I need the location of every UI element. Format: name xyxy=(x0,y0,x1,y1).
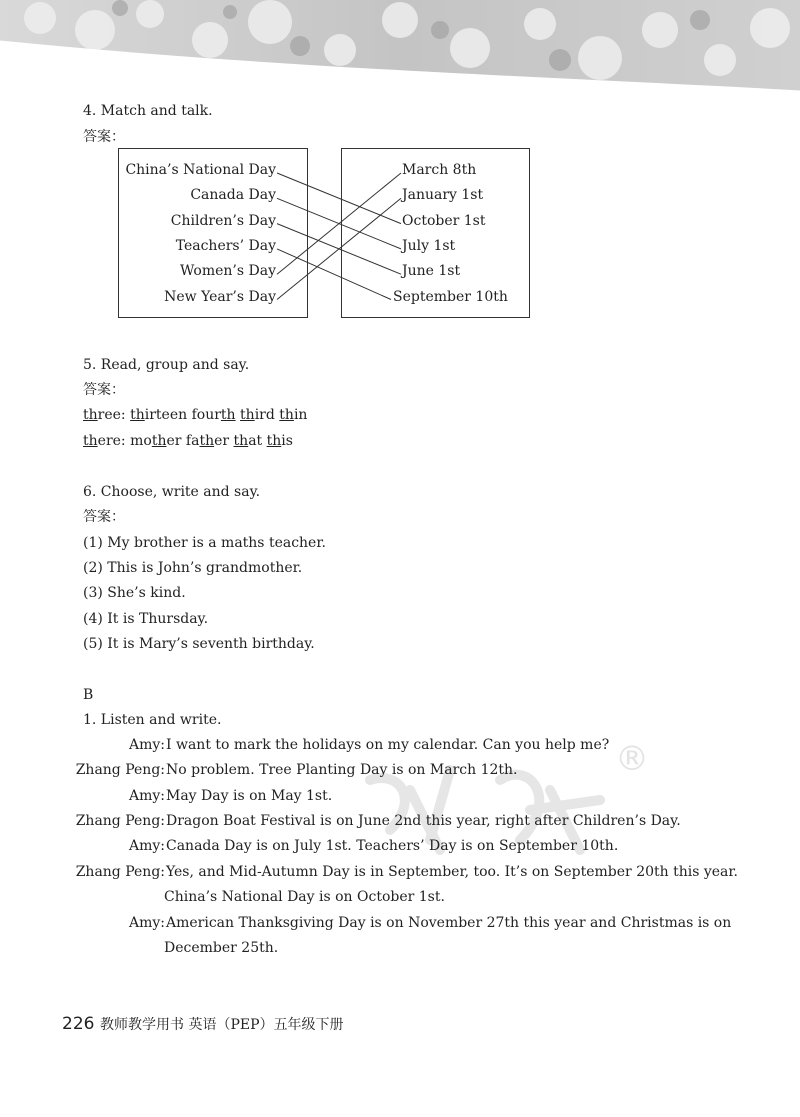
word-thin-ul: th xyxy=(279,407,294,423)
section4-title: 4. Match and talk. xyxy=(83,103,213,119)
word-thirteen-rest: irteen xyxy=(144,407,188,423)
word-fourth-pre: four xyxy=(191,407,221,423)
word-mother-pre: mo xyxy=(130,433,152,449)
dialogue-row xyxy=(0,788,800,808)
speaker-name: Zhang Peng: xyxy=(75,813,165,829)
speaker-name: Amy: xyxy=(128,915,165,931)
utterance-continued: December 25th. xyxy=(164,940,279,956)
match-line xyxy=(277,173,401,274)
utterance: Yes, and Mid-Autumn Day is in September, too. It’s on September 20th this year. xyxy=(166,864,738,880)
word-mother-rest: er xyxy=(166,433,182,449)
left-item: Teachers’ Day xyxy=(175,237,276,254)
word-mother-ul: th xyxy=(151,433,167,449)
speaker-name: Amy: xyxy=(128,737,165,753)
utterance: May Day is on May 1st. xyxy=(166,788,333,804)
left-item: Children’s Day xyxy=(170,212,276,229)
dialogue-row xyxy=(0,864,800,884)
speaker-name: Zhang Peng: xyxy=(75,762,165,778)
answer-line: (3) She’s kind. xyxy=(83,585,186,601)
right-item: September 10th xyxy=(393,288,508,305)
left-item: Women’s Day xyxy=(179,263,276,280)
utterance: Dragon Boat Festival is on June 2nd this year, right after Children’s Day. xyxy=(166,813,681,829)
utterance-continued: China’s National Day is on October 1st. xyxy=(164,889,445,905)
utterance: I want to mark the holidays on my calendar. Can you help me? xyxy=(166,737,610,753)
dialogue-row xyxy=(0,838,800,858)
match-line xyxy=(277,198,401,299)
page-number: 226 xyxy=(62,1014,95,1034)
there-rest: ere: xyxy=(97,433,126,449)
word-third-ul: th xyxy=(240,407,255,423)
sectionB-label: B xyxy=(83,687,94,703)
utterance: Canada Day is on July 1st. Teachers’ Day is on September 10th. xyxy=(166,838,619,854)
speaker-name: Amy: xyxy=(128,838,165,854)
speaker-name: Amy: xyxy=(128,788,165,804)
word-father-rest: er xyxy=(214,433,230,449)
answer-line: (4) It is Thursday. xyxy=(83,611,209,627)
book-title: 教师教学用书 英语（PEP）五年级下册 xyxy=(100,1017,344,1033)
word-third-rest: ird xyxy=(254,407,275,423)
answer-line: (2) This is John’s grandmother. xyxy=(83,560,303,576)
right-item: October 1st xyxy=(402,212,486,229)
three-rest: ree: xyxy=(97,407,126,423)
group-three-line xyxy=(83,406,307,424)
dialogue-row-cont xyxy=(0,940,800,960)
dialogue-row-cont xyxy=(0,889,800,909)
word-thirteen-ul: th xyxy=(130,407,145,423)
word-that-ul: th xyxy=(233,433,249,449)
dialogue-row xyxy=(0,813,800,833)
word-father-pre: fa xyxy=(185,433,200,449)
word-this-ul: th xyxy=(266,433,282,449)
right-item: January 1st xyxy=(402,187,484,204)
right-item: July 1st xyxy=(402,237,456,254)
section4-answer-label: 答案： xyxy=(83,129,125,145)
left-item: China’s National Day xyxy=(125,162,276,178)
right-item: June 1st xyxy=(402,263,461,280)
section5-title: 5. Read, group and say. xyxy=(83,357,250,373)
match-line xyxy=(277,173,401,224)
utterance: American Thanksgiving Day is on November 27th this year and Christmas is on xyxy=(166,915,732,931)
answer-line: (5) It is Mary’s seventh birthday. xyxy=(83,636,315,652)
word-that-rest: at xyxy=(248,433,263,449)
dialogue-row xyxy=(0,762,800,782)
right-item: March 8th xyxy=(402,162,477,178)
word-this-rest: is xyxy=(281,433,293,449)
word-father-ul: th xyxy=(199,433,215,449)
match-line xyxy=(277,249,391,300)
sectionB-title: 1. Listen and write. xyxy=(83,712,222,728)
dialogue-row xyxy=(0,737,800,757)
group-there-line xyxy=(83,432,293,450)
speaker-name: Zhang Peng: xyxy=(75,864,165,880)
there-ul: th xyxy=(83,433,98,449)
left-item: New Year’s Day xyxy=(164,288,276,305)
word-thin-rest: in xyxy=(293,407,308,423)
utterance: No problem. Tree Planting Day is on March 12th. xyxy=(166,762,518,778)
word-fourth-ul: th xyxy=(220,407,236,423)
answer-line: (1) My brother is a maths teacher. xyxy=(83,535,326,551)
registered-mark: ® xyxy=(615,740,649,779)
dialogue-row xyxy=(0,915,800,935)
match-lines xyxy=(0,0,800,340)
section6-answer-label: 答案： xyxy=(83,509,125,525)
section5-answer-label: 答案： xyxy=(83,382,125,398)
section6-title: 6. Choose, write and say. xyxy=(83,484,261,500)
three-ul: th xyxy=(83,407,98,423)
left-item: Canada Day xyxy=(190,187,276,204)
